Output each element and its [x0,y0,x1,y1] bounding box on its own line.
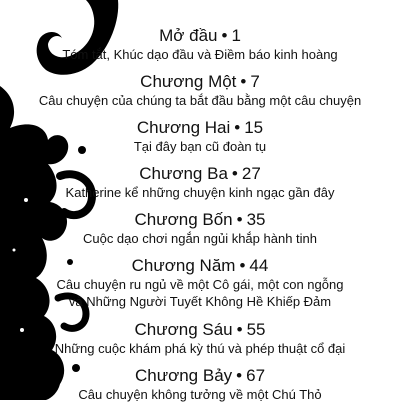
chapter-heading [0,256,400,276]
toc-entry-chapter-1 [0,72,400,109]
page-number: 15 [244,118,264,137]
chapter-title: Mở đầu [159,26,218,45]
chapter-description: và Những Người Tuyết Không Hề Khiếp Đảm [68,294,332,309]
toc-entry-chapter-4 [0,210,400,247]
chapter-description: Cuộc dạo chơi ngắn ngủi khắp hành tinh [82,231,318,246]
chapter-title: Chương Bảy [134,366,233,385]
chapter-heading [0,164,400,184]
chapter-title: Chương Một [140,72,237,91]
bullet-separator: • [231,164,238,183]
bullet-separator: • [236,320,243,339]
chapter-description: Câu chuyện của chúng ta bắt đầu bằng một câu chuyện [38,93,362,108]
chapter-description: Những cuộc khám phá kỳ thú và phép thuật cổ đại [54,341,346,356]
chapter-heading [0,72,400,92]
chapter-title: Chương Ba [139,164,228,183]
toc-entry-chapter-7 [0,366,400,403]
page-number: 1 [231,26,241,45]
page-number: 67 [246,366,266,385]
page-number: 27 [241,164,261,183]
chapter-title: Chương Hai [136,118,231,137]
chapter-description: Tóm tắt, Khúc dạo đầu và Điềm báo kinh hoàng [62,47,338,62]
chapter-heading [0,320,400,340]
chapter-heading [0,118,400,138]
chapter-title: Chương Năm [131,256,236,275]
toc-entry-chapter-3 [0,164,400,201]
page-number: 7 [250,72,260,91]
chapter-heading [0,210,400,230]
toc-entry-chapter-6 [0,320,400,357]
bullet-separator: • [240,72,247,91]
toc-entry-chapter-2 [0,118,400,155]
chapter-description: Câu chuyện ru ngủ về một Cô gái, một con ngỗng [56,277,344,292]
page-number: 55 [246,320,266,339]
chapter-description: Câu chuyện không tưởng về một Chú Thỏ [78,387,322,402]
chapter-heading [0,26,400,46]
bullet-separator: • [234,118,241,137]
chapter-heading [0,366,400,386]
toc-entry-prologue [0,26,400,63]
page-number: 35 [246,210,266,229]
toc-entry-chapter-5 [0,256,400,310]
bullet-separator: • [236,210,243,229]
bullet-separator: • [239,256,246,275]
bullet-separator: • [236,366,243,385]
page-number: 44 [249,256,269,275]
chapter-title: Chương Bốn [134,210,233,229]
chapter-title: Chương Sáu [134,320,233,339]
chapter-description: Katherine kể những chuyện kinh ngạc gần đây [65,185,335,200]
bullet-separator: • [221,26,228,45]
chapter-description: Tại đây bạn cũ đoàn tụ [133,139,267,154]
